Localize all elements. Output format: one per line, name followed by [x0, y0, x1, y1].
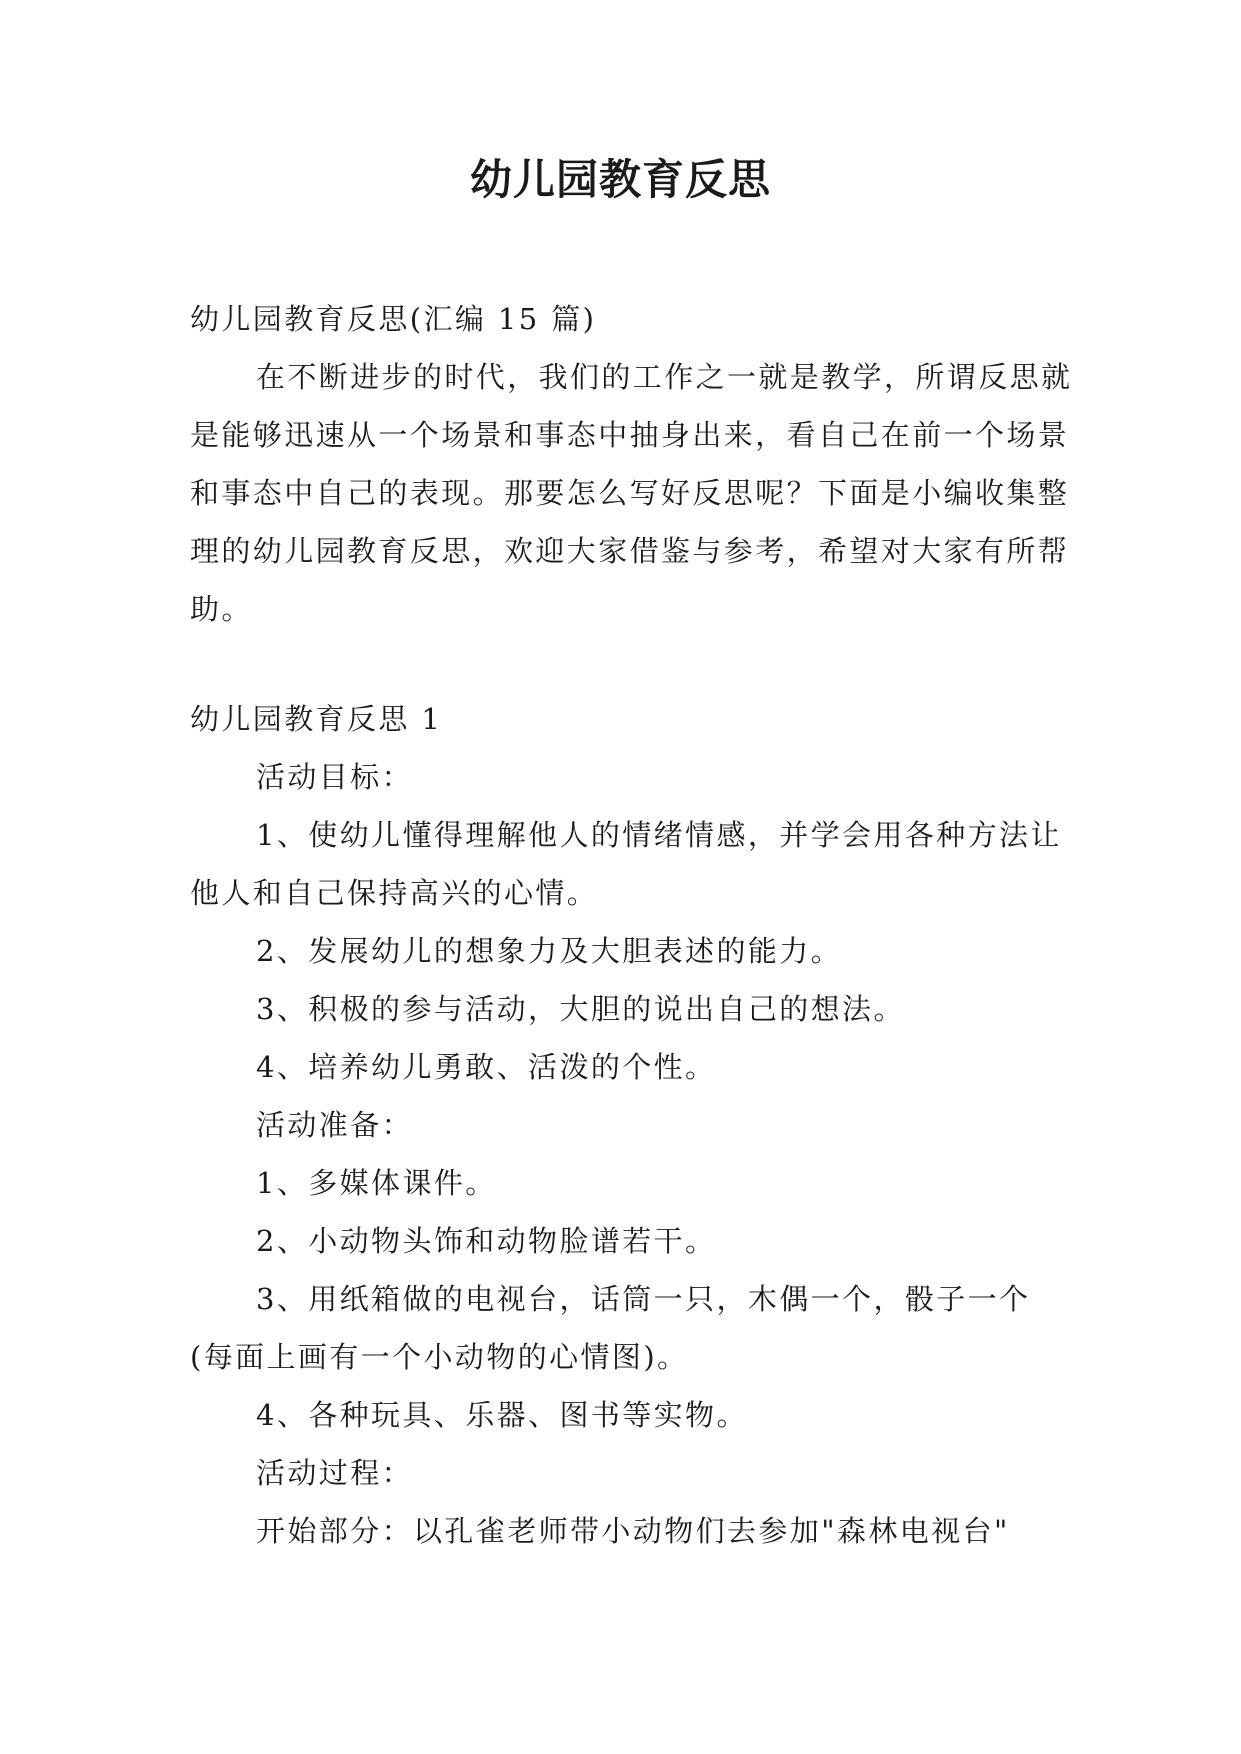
section-1: [190, 690, 1075, 1560]
document-title: 幼儿园教育反思: [469, 155, 771, 204]
process-start: 开始部分：以孔雀老师带小动物们去参加"森林电视台": [256, 1514, 1010, 1548]
intro-section: [190, 290, 1075, 638]
goal-item-1: 1、使幼儿懂得理解他人的情绪情感，并学会用各种方法让他人和自己保持高兴的心情。: [190, 818, 1062, 910]
prep-item-3: 3、用纸箱做的电视台，话筒一只，木偶一个，骰子一个(每面上画有一个小动物的心情图)。: [190, 1282, 1031, 1374]
prep-heading: 活动准备：: [256, 1108, 414, 1142]
goal-item-2: 2、发展幼儿的想象力及大胆表述的能力。: [256, 934, 843, 968]
goals-heading: 活动目标：: [256, 760, 414, 794]
prep-item-4: 4、各种玩具、乐器、图书等实物。: [256, 1398, 748, 1432]
prep-item-1: 1、多媒体课件。: [256, 1166, 497, 1200]
document-subtitle: 幼儿园教育反思(汇编 15 篇): [190, 302, 597, 336]
goal-item-4: 4、培养幼儿勇敢、活泼的个性。: [256, 1050, 717, 1084]
section-1-heading: 幼儿园教育反思 1: [190, 702, 443, 736]
intro-paragraph: 在不断进步的时代，我们的工作之一就是教学，所谓反思就是能够迅速从一个场景和事态中抽身出来，看自己在前一个场景和事态中自己的表现。那要怎么写好反思呢？下面是小编收集整理的幼儿园教育反思，欢迎大家借鉴与参考，希望对大家有所帮助。: [190, 360, 1073, 626]
goal-item-3: 3、积极的参与活动，大胆的说出自己的想法。: [256, 992, 905, 1026]
prep-item-2: 2、小动物头饰和动物脸谱若干。: [256, 1224, 717, 1258]
process-heading: 活动过程：: [256, 1456, 414, 1490]
